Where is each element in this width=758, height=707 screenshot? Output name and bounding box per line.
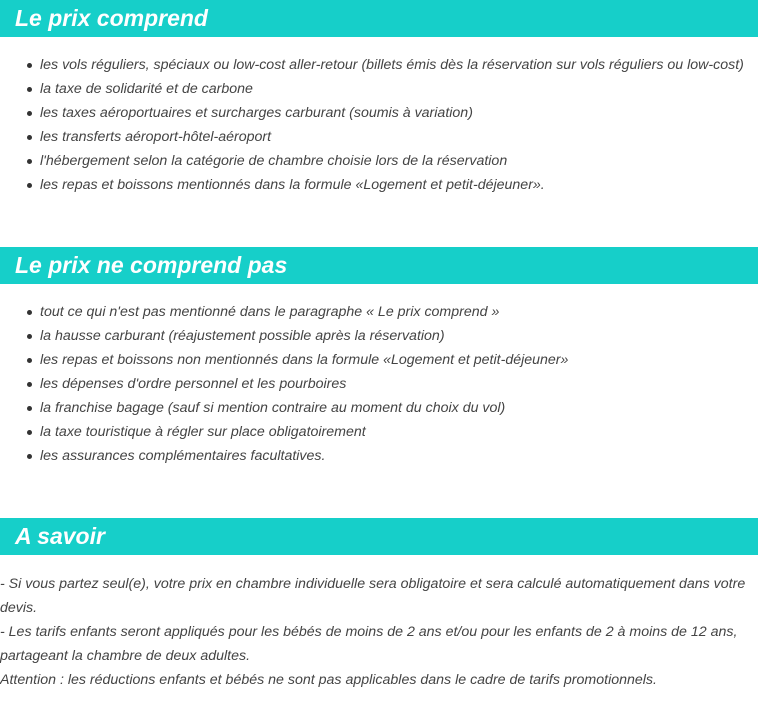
- list-item: [0, 53, 758, 77]
- info-block: [0, 572, 758, 692]
- bullet-icon: [27, 358, 32, 363]
- list-item: [0, 125, 758, 149]
- list-item-text: les dépenses d'ordre personnel et les pourboires: [40, 376, 347, 392]
- bullet-icon: [27, 111, 32, 116]
- list-item-text: les taxes aéroportuaires et surcharges carburant (soumis à variation): [40, 105, 473, 121]
- section-header-info: A savoir: [0, 518, 758, 555]
- list-item-text: tout ce qui n'est pas mentionné dans le paragraphe « Le prix comprend »: [40, 304, 500, 320]
- included-list: [0, 53, 758, 197]
- list-item-text: les transferts aéroport-hôtel-aéroport: [40, 129, 272, 145]
- bullet-icon: [27, 87, 32, 92]
- list-item: [0, 444, 758, 468]
- list-item: [0, 101, 758, 125]
- section-header-excluded: Le prix ne comprend pas: [0, 247, 758, 284]
- list-item-text: la taxe de solidarité et de carbone: [40, 81, 253, 97]
- bullet-icon: [27, 382, 32, 387]
- bullet-icon: [27, 135, 32, 140]
- list-item: [0, 300, 758, 324]
- list-item: [0, 324, 758, 348]
- bullet-icon: [27, 159, 32, 164]
- list-item: [0, 77, 758, 101]
- list-item-text: les assurances complémentaires facultatives.: [40, 448, 326, 464]
- list-item: [0, 372, 758, 396]
- list-item-text: les vols réguliers, spéciaux ou low-cost aller-retour (billets émis dès la réservation sur vols réguliers ou low-cost): [40, 57, 744, 73]
- info-paragraph: - Les tarifs enfants seront appliqués pour les bébés de moins de 2 ans et/ou pour les enfants de 2 à moins de 12 ans, partageant la chambre de deux adultes.: [0, 624, 738, 664]
- list-item: [0, 348, 758, 372]
- list-item-text: la taxe touristique à régler sur place obligatoirement: [40, 424, 366, 440]
- bullet-icon: [27, 334, 32, 339]
- list-item-text: les repas et boissons mentionnés dans la formule «Logement et petit-déjeuner».: [40, 177, 545, 193]
- list-item: [0, 420, 758, 444]
- info-paragraph: - Si vous partez seul(e), votre prix en chambre individuelle sera obligatoire et sera calculé automatiquement dans votre devis.: [0, 576, 746, 616]
- bullet-icon: [27, 406, 32, 411]
- list-item-text: la hausse carburant (réajustement possible après la réservation): [40, 328, 445, 344]
- excluded-list: [0, 300, 758, 468]
- list-item-text: les repas et boissons non mentionnés dans la formule «Logement et petit-déjeuner»: [40, 352, 569, 368]
- bullet-icon: [27, 310, 32, 315]
- section-header-included: Le prix comprend: [0, 0, 758, 37]
- bullet-icon: [27, 63, 32, 68]
- list-item: [0, 149, 758, 173]
- bullet-icon: [27, 454, 32, 459]
- info-paragraph: Attention : les réductions enfants et bébés ne sont pas applicables dans le cadre de tarifs promotionnels.: [0, 672, 657, 688]
- list-item: [0, 173, 758, 197]
- list-item-text: l'hébergement selon la catégorie de chambre choisie lors de la réservation: [40, 153, 508, 169]
- bullet-icon: [27, 430, 32, 435]
- list-item-text: la franchise bagage (sauf si mention contraire au moment du choix du vol): [40, 400, 506, 416]
- list-item: [0, 396, 758, 420]
- bullet-icon: [27, 183, 32, 188]
